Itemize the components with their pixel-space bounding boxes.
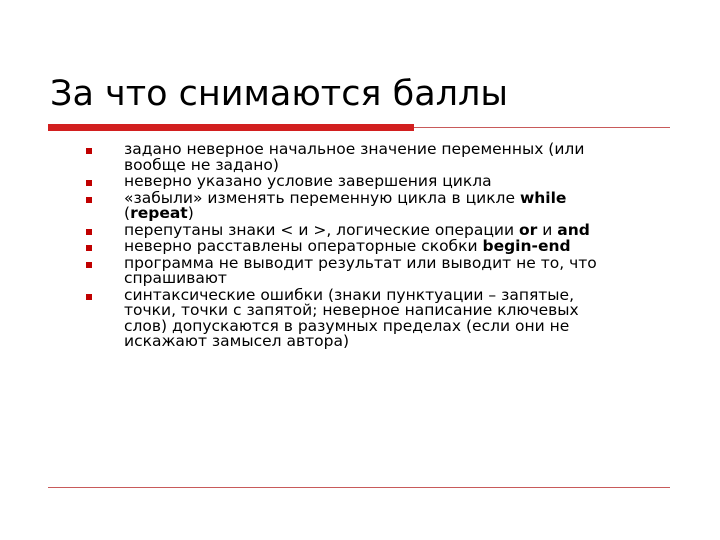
bullet-marker-icon <box>86 229 92 235</box>
slide-title: За что снимаются баллы <box>50 74 509 114</box>
bullet-text <box>124 239 666 255</box>
text-segment: программа не выводит результат или выводит не то, что спрашивают <box>124 253 597 287</box>
text-segment: «забыли» изменять переменную цикла в цикле <box>124 188 520 207</box>
bullet-marker-icon <box>86 262 92 268</box>
bullet-marker-icon <box>86 245 92 251</box>
keyword: begin-end <box>482 237 571 255</box>
keyword: and <box>557 220 590 239</box>
bullet-text <box>124 285 666 350</box>
text-segment: и <box>537 220 558 239</box>
keyword: while <box>519 188 567 207</box>
text-segment: перепутаны знаки < и >, логические операции <box>124 220 520 239</box>
bullet-item <box>86 174 666 190</box>
text-segment: синтаксические ошибки (знаки пунктуации – запятые, точки, точки с запятой; неверное написание ключевых слов) допускаются в разумных пределах (если они не искажают замысел автора) <box>124 285 579 350</box>
bullet-item <box>86 188 666 222</box>
bullet-item <box>86 285 666 350</box>
text-segment: ) <box>187 204 194 222</box>
keyword: repeat <box>130 204 188 222</box>
keyword: or <box>519 220 538 239</box>
text-segment: неверно указано условие завершения цикла <box>124 172 492 190</box>
bullet-marker-icon <box>86 148 92 154</box>
bullet-text <box>124 220 666 239</box>
bullet-text <box>124 174 666 190</box>
bullet-text <box>124 253 666 287</box>
bullet-list <box>86 142 666 351</box>
bullet-item <box>86 239 666 255</box>
bullet-marker-icon <box>86 294 92 300</box>
text-segment: ( <box>124 204 131 222</box>
title-underline-accent <box>48 124 414 131</box>
text-segment: задано неверное начальное значение переменных (или вообще не задано) <box>124 140 585 174</box>
bullet-item <box>86 142 666 173</box>
footer-divider <box>48 487 670 488</box>
bullet-marker-icon <box>86 180 92 186</box>
bullet-text <box>124 142 666 173</box>
text-segment: неверно расставлены операторные скобки <box>124 237 483 255</box>
bullet-text <box>124 188 666 222</box>
bullet-item <box>86 253 666 287</box>
bullet-marker-icon <box>86 197 92 203</box>
bullet-item <box>86 220 666 239</box>
